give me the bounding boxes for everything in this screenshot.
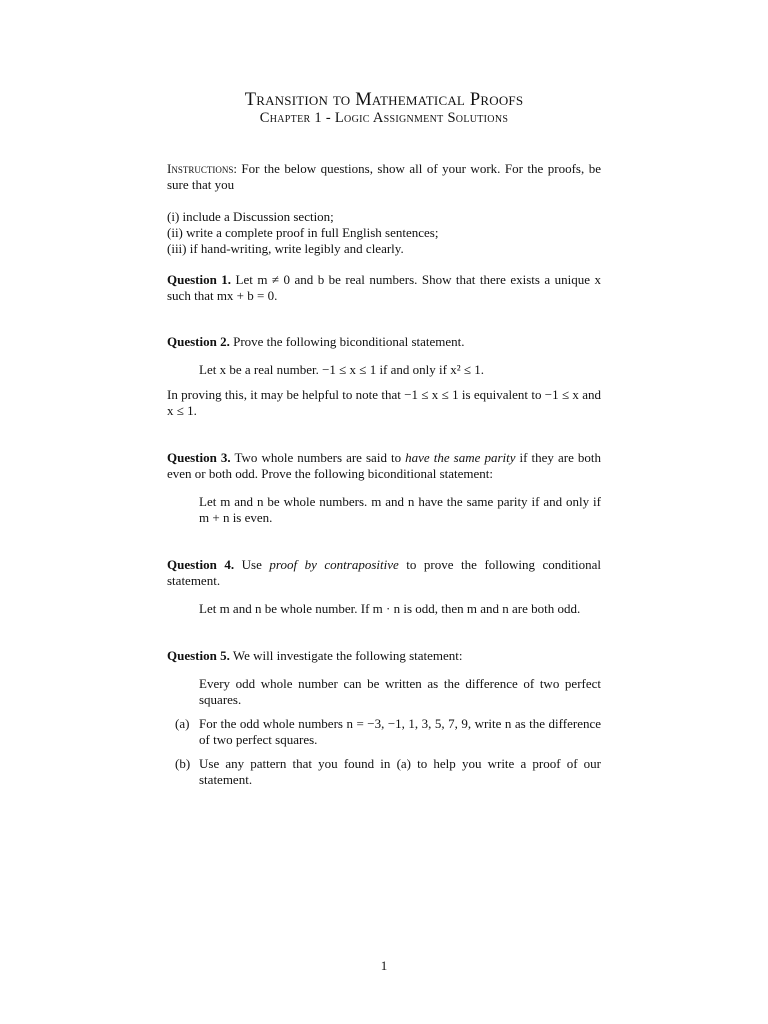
question-5-part-b bbox=[167, 756, 601, 788]
question-5-label: Question 5. bbox=[167, 648, 230, 663]
question-5-statement: Every odd whole number can be written as the difference of two perfect squares. bbox=[199, 676, 601, 707]
document-page bbox=[167, 90, 601, 788]
question-1-label: Question 1. bbox=[167, 272, 232, 287]
question-4-statement: Let m and n be whole number. If m · n is odd, then m and n are both odd. bbox=[199, 601, 581, 616]
question-4-emphasis: proof by contrapositive bbox=[269, 557, 399, 572]
question-3-label: Question 3. bbox=[167, 450, 231, 465]
list-item: (i) include a Discussion section; bbox=[167, 209, 334, 224]
question-3-statement: Let m and n be whole numbers. m and n have the same parity if and only if m + n is even. bbox=[199, 494, 601, 525]
page-number: 1 bbox=[380, 958, 388, 973]
question-3-emphasis: have the same parity bbox=[405, 450, 516, 465]
instructions-label: Instructions: bbox=[167, 161, 237, 176]
list-item: (iii) if hand-writing, write legibly and clearly. bbox=[167, 241, 404, 256]
question-3 bbox=[167, 450, 601, 482]
question-2-label: Question 2. bbox=[167, 334, 230, 349]
list-item: (ii) write a complete proof in full English sentences; bbox=[167, 225, 439, 240]
question-3-text-before: Two whole numbers are said to bbox=[230, 450, 406, 465]
question-4 bbox=[167, 557, 601, 589]
question-4-text-before: Use bbox=[234, 557, 270, 572]
question-1 bbox=[167, 272, 601, 304]
instructions-paragraph bbox=[167, 161, 601, 193]
question-2-note: In proving this, it may be helpful to note that −1 ≤ x ≤ 1 is equivalent to −1 ≤ x and x ≤ 1. bbox=[167, 387, 601, 418]
document-subtitle: Chapter 1 - Logic Assignment Solutions bbox=[259, 110, 509, 126]
part-label: (a) bbox=[175, 716, 190, 731]
question-2 bbox=[167, 334, 601, 350]
part-label: (b) bbox=[175, 756, 191, 771]
question-5-part-a bbox=[167, 716, 601, 748]
document-title: Transition to Mathematical Proofs bbox=[244, 90, 524, 110]
instructions-text: For the below questions, show all of your work. For the proofs, be sure that you bbox=[167, 161, 601, 192]
question-5-text: We will investigate the following statement: bbox=[229, 648, 463, 663]
question-3-text-after: if they are both even or both odd. Prove the following biconditional statement: bbox=[167, 450, 601, 481]
question-4-text-after: to prove the following conditional statement. bbox=[167, 557, 602, 588]
question-4-label: Question 4. bbox=[167, 557, 235, 572]
part-text: Use any pattern that you found in (a) to help you write a proof of our statement. bbox=[199, 756, 601, 787]
question-5 bbox=[167, 648, 601, 664]
question-2-text: Prove the following biconditional statement. bbox=[229, 334, 465, 349]
instructions-list bbox=[167, 209, 601, 257]
part-text: For the odd whole numbers n = −3, −1, 1, 3, 5, 7, 9, write n as the difference of two perfect squares. bbox=[199, 716, 601, 747]
question-1-text: Let m ≠ 0 and b be real numbers. Show that there exists a unique x such that mx + b = 0. bbox=[167, 272, 601, 303]
question-2-statement: Let x be a real number. −1 ≤ x ≤ 1 if and only if x² ≤ 1. bbox=[199, 362, 484, 377]
